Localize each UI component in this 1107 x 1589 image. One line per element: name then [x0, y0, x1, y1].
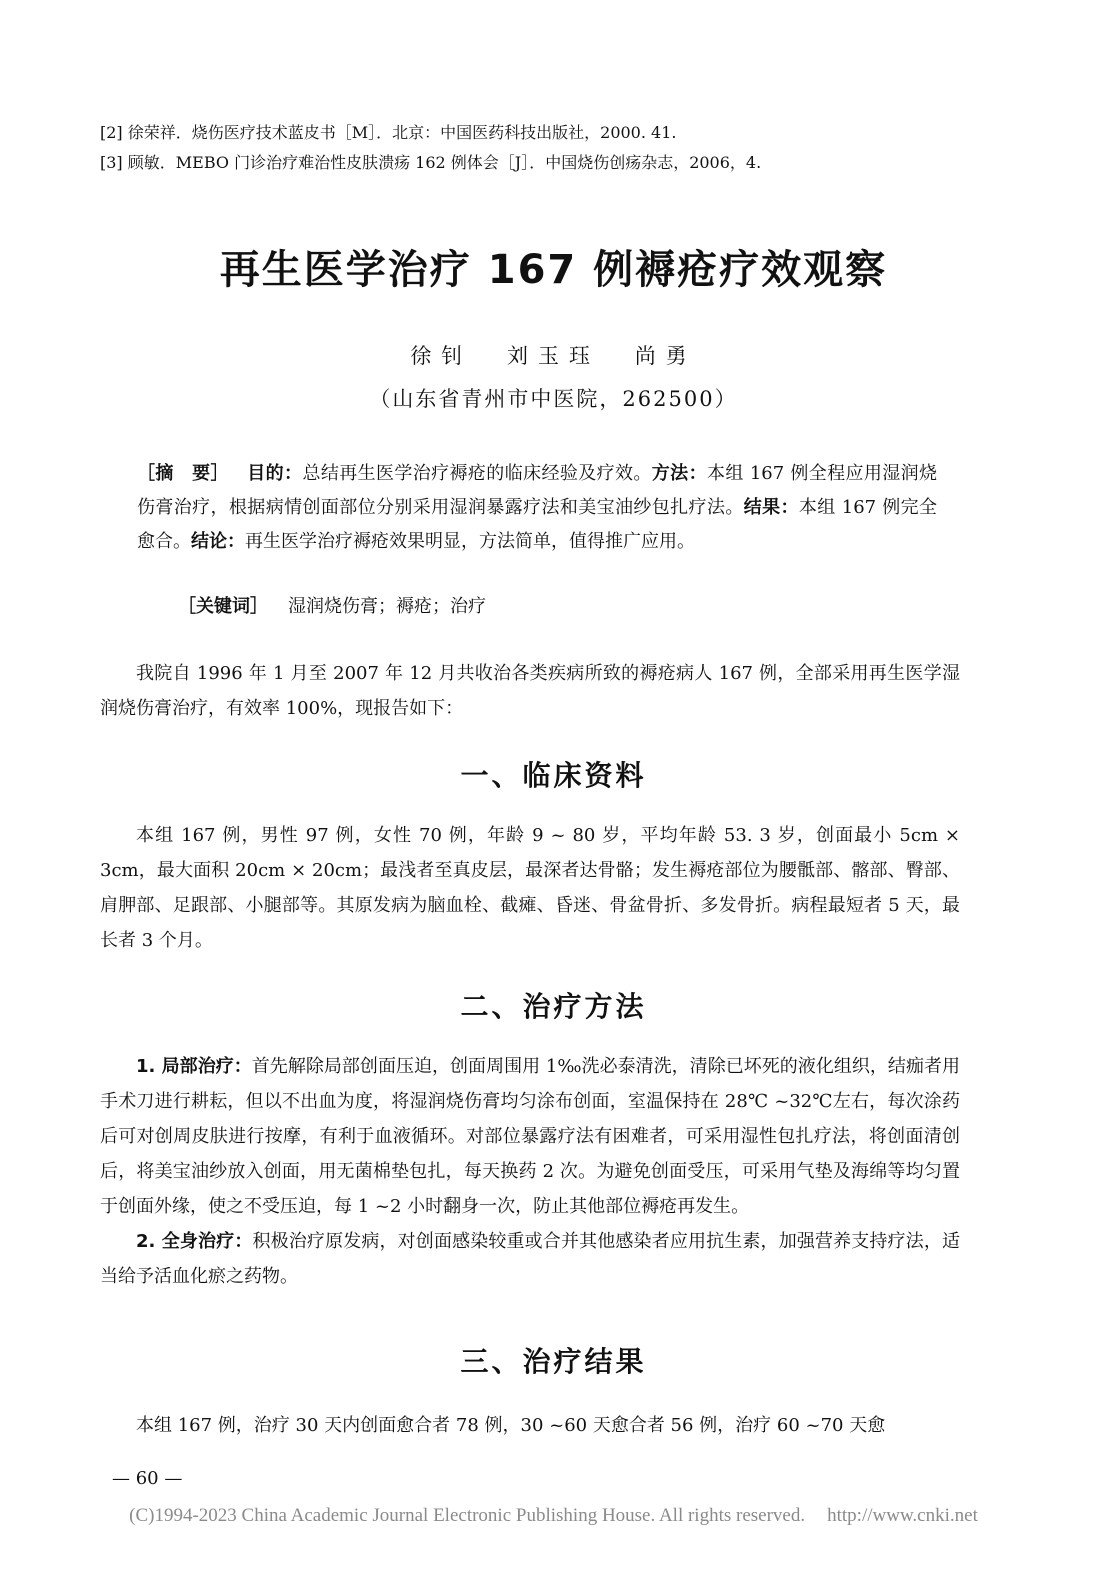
abstract-purpose: 总结再生医学治疗褥疮的临床经验及疗效。 [302, 463, 652, 484]
keywords-tag: ［关键词］ [178, 596, 268, 617]
section2-body [100, 1049, 960, 1294]
abstract-tag: ［摘 要］ [137, 463, 229, 484]
section2-paragraph [100, 1049, 960, 1224]
abstract [137, 457, 937, 559]
footer-url[interactable]: http://www.cnki.net [827, 1505, 978, 1526]
local-treatment-text: 首先解除局部创面压迫，创面周围用 1‰洗必泰清洗，清除已坏死的液化组织，结痂者用手术刀进行耕耘，但以不出血为度，将湿润烧伤膏均匀涂布创面，室温保持在 28℃ ~32℃左右，每次涂药后可对创周皮肤进行按摩，有利于血液循环。对部位暴露疗法有困难者，可采用湿性包扎疗法，将创面清创后，将美宝油纱放入创面，用无菌棉垫包扎，每天换药 2 次。为避免创面受压，可采用气垫及海绵等均匀置于创面外缘，使之不受压迫，每 1 ~2 小时翻身一次，防止其他部位褥疮再发生。 [100, 1056, 960, 1217]
reference-item: [2] 徐荣祥．烧伤医疗技术蓝皮书［M］．北京：中国医药科技出版社，2000. 41. [100, 123, 677, 142]
reference-list [100, 118, 1000, 178]
section3-body [100, 1408, 960, 1443]
section1-text: 本组 167 例，男性 97 例，女性 70 例，年龄 9 ~ 80 岁，平均年龄 53. 3 岁，创面最小 5cm × 3cm，最大面积 20cm × 20cm；最浅者至真皮层，最深者达骨骼；发生褥疮部位为腰骶部、髂部、臀部、肩胛部、足跟部、小腿部等。其原发病为脑血栓、截瘫、昏迷、骨盆骨折、多发骨折。病程最短者 5 天，最长者 3 个月。 [100, 825, 960, 951]
section-heading: 三、治疗结果 [460, 1345, 647, 1378]
abstract-purpose-label: 目的： [247, 463, 303, 484]
copyright-footer [0, 1505, 1107, 1527]
abstract-method-label: 方法： [651, 463, 707, 484]
abstract-method: 本组 167 例全程应用湿润烧伤膏治疗，根据病情创面部位分别采用湿润暴露疗法和美宝油纱包扎疗法。 [137, 463, 938, 518]
intro-paragraph [100, 656, 960, 726]
author-name: 尚勇 [634, 344, 697, 368]
section3-text: 本组 167 例，治疗 30 天内创面愈合者 78 例，30 ~60 天愈合者 56 例，治疗 60 ~70 天愈 [136, 1415, 886, 1436]
section2-paragraph [100, 1224, 960, 1294]
abstract-conclusion: 再生医学治疗褥疮效果明显，方法简单，值得推广应用。 [245, 531, 695, 552]
affiliation: （山东省青州市中医院，262500） [369, 387, 738, 411]
section1-body [100, 818, 960, 958]
section-heading: 一、临床资料 [460, 759, 647, 792]
author-name: 徐钊 [410, 344, 473, 368]
systemic-treatment-text: 积极治疗原发病，对创面感染较重或合并其他感染者应用抗生素，加强营养支持疗法，适当给予活血化瘀之药物。 [100, 1231, 960, 1287]
abstract-result-label: 结果： [743, 497, 799, 518]
systemic-treatment-label: 2. 全身治疗： [136, 1231, 253, 1252]
reference-item: [3] 顾敏．MEBO 门诊治疗难治性皮肤溃疡 162 例体会［J］．中国烧伤创疡杂志，2006，4. [100, 153, 762, 172]
local-treatment-label: 1. 局部治疗： [136, 1056, 252, 1077]
abstract-conclusion-label: 结论： [191, 531, 245, 552]
keywords [178, 592, 486, 618]
author-list [0, 340, 1107, 370]
copyright-text: (C)1994-2023 China Academic Journal Electronic Publishing House. All rights reserved. [129, 1505, 806, 1526]
keywords-text: 湿润烧伤膏；褥疮；治疗 [288, 596, 486, 617]
author-name: 刘玉珏 [507, 344, 600, 368]
article-title: 再生医学治疗 167 例褥疮疗效观察 [219, 247, 888, 293]
page-number: — 60 — [112, 1468, 183, 1489]
section-heading: 二、治疗方法 [460, 990, 647, 1023]
intro-text: 我院自 1996 年 1 月至 2007 年 12 月共收治各类疾病所致的褥疮病人 167 例，全部采用再生医学湿润烧伤膏治疗，有效率 100%，现报告如下： [100, 663, 960, 719]
abstract-result: 本组 167 例完全愈合。 [137, 497, 937, 552]
